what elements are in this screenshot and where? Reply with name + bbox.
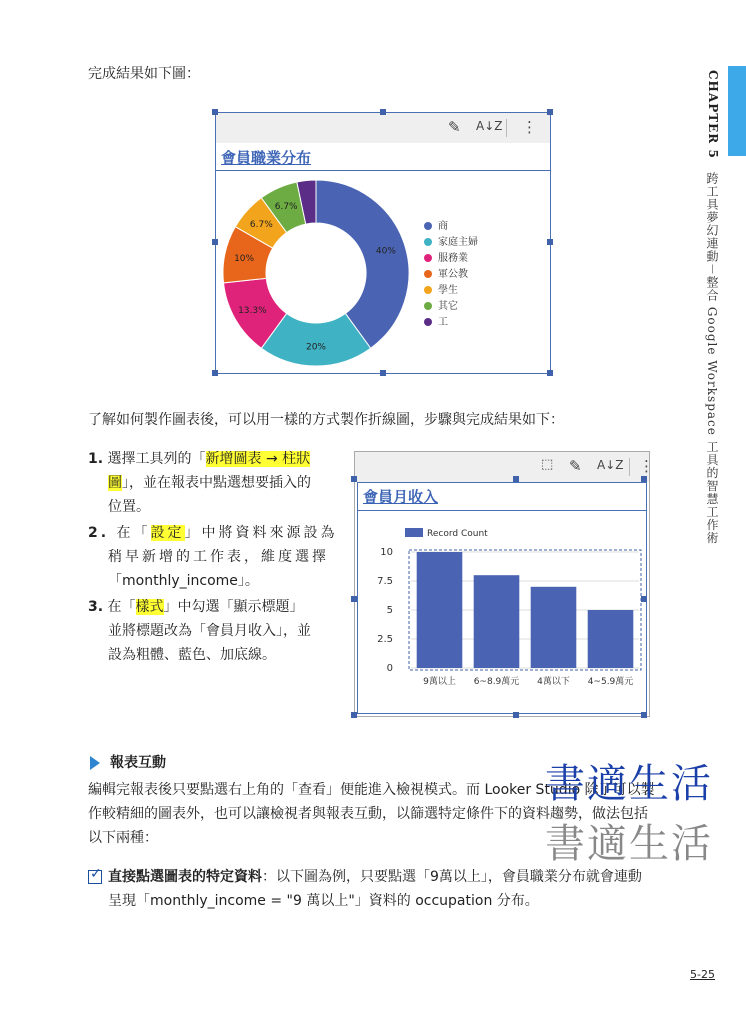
section-para-1: 編輯完報表後只要點選右上角的「查看」便能進入檢視模式。而 Looker Studio 除了可以製 bbox=[88, 782, 655, 798]
chapter-title: 跨工具夢幻連動－整合 Google Workspace 工具的智慧工作術 bbox=[705, 172, 719, 545]
y-tick-label: 5 bbox=[386, 605, 393, 616]
bar-chart-title: 會員月收入 bbox=[363, 488, 439, 506]
y-tick-label: 7.5 bbox=[377, 576, 393, 587]
bar-chart[interactable] bbox=[365, 522, 645, 692]
legend-item[interactable]: 服務業 bbox=[424, 249, 468, 264]
legend-item[interactable]: 軍公教 bbox=[424, 265, 468, 280]
bar-3[interactable] bbox=[588, 610, 634, 668]
bar-legend-label: Record Count bbox=[427, 529, 488, 539]
step-3-line3: 設為粗體、藍色、加底線。 bbox=[108, 647, 276, 663]
step-2-line3: 「monthly_income」。 bbox=[108, 573, 259, 589]
pie-slice-label: 10% bbox=[234, 253, 255, 264]
watermark-gray: 書適生活 bbox=[545, 821, 713, 867]
step-3: 3. 在「樣式」中勾選「顯示標題」 bbox=[88, 599, 304, 615]
bar-2[interactable] bbox=[531, 587, 577, 668]
chapter-tab-marker bbox=[728, 66, 746, 156]
pie-slice-label: 20% bbox=[305, 342, 327, 353]
select-icon[interactable]: ⬚ bbox=[541, 457, 554, 472]
check-item: 直接點選圖表的特定資料：以下圖為例，只要點選「9萬以上」，會員職業分布就會連動 bbox=[108, 869, 642, 885]
pie-slice-label: 13.3% bbox=[238, 305, 267, 316]
chapter-label: CHAPTER 5 bbox=[706, 70, 720, 159]
edit-icon[interactable]: ✎ bbox=[448, 118, 461, 136]
pie-chart-card[interactable] bbox=[215, 112, 551, 374]
more-icon[interactable]: ⋮ bbox=[639, 457, 654, 475]
bar-legend-swatch bbox=[405, 528, 423, 537]
section-para-3: 以下兩種： bbox=[88, 830, 158, 846]
pie-chart[interactable] bbox=[216, 173, 416, 371]
step-2-line2: 稍早新增的工作表，維度選擇 bbox=[108, 549, 329, 565]
pie-chart-title: 會員職業分布 bbox=[221, 149, 312, 167]
legend-item[interactable]: 其它 bbox=[424, 297, 458, 312]
section-arrow-icon bbox=[90, 756, 100, 770]
pie-slice-label: 40% bbox=[375, 246, 396, 257]
page-number: 5-25 bbox=[690, 968, 715, 981]
check-item-line2: 呈現「monthly_income = "9 萬以上"」資料的 occupation 分布。 bbox=[108, 893, 539, 909]
watermark-blue: 書適生活 bbox=[545, 761, 713, 807]
checkbox-icon: ✓ bbox=[90, 866, 102, 882]
step-1-line3: 位置。 bbox=[108, 499, 150, 515]
sort-icon[interactable]: A↓Z bbox=[597, 458, 624, 472]
legend-item[interactable]: 商 bbox=[424, 217, 448, 232]
legend-item[interactable]: 學生 bbox=[424, 281, 458, 296]
sort-icon[interactable]: A↓Z bbox=[476, 119, 503, 133]
y-tick-label: 10 bbox=[380, 547, 393, 558]
intro-line: 完成結果如下圖： bbox=[88, 66, 200, 82]
pie-slice-label: 6.7% bbox=[274, 201, 298, 212]
legend-item[interactable]: 工 bbox=[424, 313, 448, 328]
bar-chart-card[interactable] bbox=[354, 451, 654, 717]
step-1-line2: 圖」，並在報表中點選想要插入的 bbox=[108, 475, 311, 491]
edit-icon[interactable]: ✎ bbox=[569, 457, 582, 475]
step-2: 2. 在「設定」中將資料來源設為 bbox=[88, 525, 338, 541]
more-icon[interactable]: ⋮ bbox=[522, 118, 537, 136]
bar-1[interactable] bbox=[474, 575, 520, 668]
x-tick-label: 6~8.9萬元 bbox=[473, 677, 520, 687]
y-tick-label: 0 bbox=[386, 663, 393, 674]
legend-item[interactable]: 家庭主婦 bbox=[424, 233, 478, 248]
x-tick-label: 9萬以上 bbox=[423, 677, 456, 687]
x-tick-label: 4~5.9萬元 bbox=[587, 677, 634, 687]
section-para-2: 作較精細的圖表外，也可以讓檢視者與報表互動，以篩選特定條件下的資料趨勢，做法包括 bbox=[88, 806, 648, 822]
step-3-line2: 並將標題改為「會員月收入」，並 bbox=[108, 623, 311, 639]
section-title: 報表互動 bbox=[110, 755, 166, 771]
bar-0[interactable] bbox=[417, 552, 463, 668]
para-line: 了解如何製作圖表後，可以用一樣的方式製作折線圖，步驟與完成結果如下： bbox=[88, 412, 564, 428]
y-tick-label: 2.5 bbox=[377, 634, 393, 645]
pie-slice-label: 6.7% bbox=[249, 219, 273, 230]
step-1: 1. 選擇工具列的「新增圖表 → 柱狀 bbox=[88, 451, 311, 467]
x-tick-label: 4萬以下 bbox=[537, 677, 570, 687]
